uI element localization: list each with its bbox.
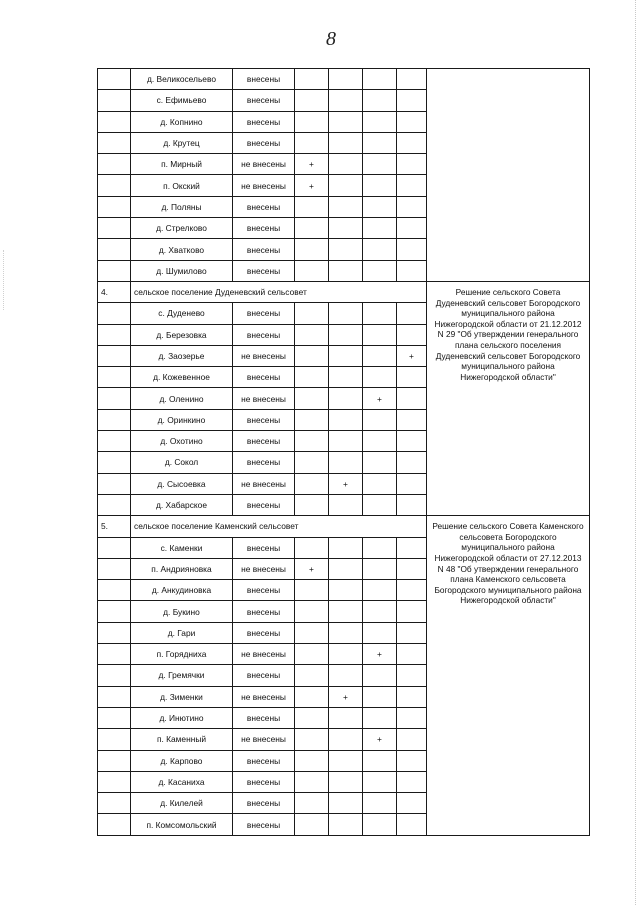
mark-cell xyxy=(329,132,363,153)
status-cell: внесены xyxy=(233,494,295,515)
mark-cell: + xyxy=(329,686,363,707)
village-name-cell: д. Кожевенное xyxy=(131,367,233,388)
mark-cell xyxy=(295,303,329,324)
status-cell: не внесены xyxy=(233,729,295,750)
village-name-cell: п. Комсомольский xyxy=(131,814,233,835)
row-number-cell xyxy=(98,69,131,90)
mark-cell xyxy=(295,239,329,260)
mark-cell xyxy=(295,324,329,345)
mark-cell xyxy=(295,452,329,473)
mark-cell xyxy=(397,218,427,239)
mark-cell xyxy=(363,750,397,771)
mark-cell xyxy=(397,814,427,835)
mark-cell xyxy=(295,814,329,835)
mark-cell xyxy=(295,707,329,728)
mark-cell xyxy=(329,431,363,452)
mark-cell xyxy=(397,324,427,345)
row-number-cell xyxy=(98,260,131,281)
mark-cell xyxy=(295,537,329,558)
status-cell: внесены xyxy=(233,239,295,260)
row-number-cell xyxy=(98,452,131,473)
mark-cell xyxy=(329,154,363,175)
row-number-cell xyxy=(98,303,131,324)
row-number-cell xyxy=(98,196,131,217)
settlements-table-body xyxy=(98,69,590,836)
status-cell: внесены xyxy=(233,814,295,835)
mark-cell xyxy=(363,367,397,388)
mark-cell xyxy=(329,345,363,366)
mark-cell xyxy=(397,558,427,579)
mark-cell xyxy=(329,452,363,473)
mark-cell xyxy=(363,239,397,260)
mark-cell xyxy=(329,260,363,281)
mark-cell xyxy=(397,367,427,388)
status-cell: не внесены xyxy=(233,686,295,707)
village-name-cell: с. Каменки xyxy=(131,537,233,558)
mark-cell xyxy=(295,111,329,132)
village-name-cell: д. Копнино xyxy=(131,111,233,132)
village-name-cell: д. Гари xyxy=(131,622,233,643)
mark-cell xyxy=(363,814,397,835)
row-number-cell xyxy=(98,644,131,665)
mark-cell xyxy=(397,494,427,515)
mark-cell xyxy=(329,90,363,111)
mark-cell xyxy=(397,196,427,217)
village-name-cell: п. Каменный xyxy=(131,729,233,750)
status-cell: внесены xyxy=(233,452,295,473)
mark-cell xyxy=(329,707,363,728)
mark-cell xyxy=(397,239,427,260)
row-number-cell xyxy=(98,345,131,366)
mark-cell xyxy=(397,175,427,196)
row-number-cell xyxy=(98,729,131,750)
mark-cell xyxy=(363,558,397,579)
status-cell: внесены xyxy=(233,90,295,111)
mark-cell xyxy=(397,473,427,494)
mark-cell xyxy=(363,132,397,153)
mark-cell xyxy=(329,814,363,835)
mark-cell xyxy=(295,260,329,281)
mark-cell xyxy=(363,409,397,430)
mark-cell xyxy=(397,537,427,558)
mark-cell xyxy=(329,218,363,239)
decision-text-cell: Решение сельского Совета Дуденевский сельсовет Богородского муниципального района Нижегородской области от 21.12.2012 N 29 "Об утверждении генерального плана сельского поселения Дуденевский сельсовет Богородского муниципального района Нижегородской области" xyxy=(427,281,590,515)
status-cell: внесены xyxy=(233,537,295,558)
village-name-cell: д. Охотино xyxy=(131,431,233,452)
mark-cell: + xyxy=(295,175,329,196)
row-number-cell xyxy=(98,814,131,835)
mark-cell xyxy=(363,175,397,196)
mark-cell xyxy=(329,665,363,686)
mark-cell xyxy=(363,431,397,452)
row-number-cell xyxy=(98,111,131,132)
mark-cell xyxy=(329,601,363,622)
status-cell: внесены xyxy=(233,665,295,686)
mark-cell xyxy=(363,260,397,281)
mark-cell xyxy=(363,473,397,494)
mark-cell xyxy=(295,345,329,366)
village-name-cell: п. Андрияновка xyxy=(131,558,233,579)
mark-cell xyxy=(329,409,363,430)
village-name-cell: д. Шумилово xyxy=(131,260,233,281)
mark-cell xyxy=(329,111,363,132)
row-number-cell xyxy=(98,494,131,515)
row-number-cell: 5. xyxy=(98,516,131,537)
mark-cell xyxy=(295,431,329,452)
mark-cell xyxy=(397,707,427,728)
village-name-cell: д. Килелей xyxy=(131,793,233,814)
decision-text-cell: Решение сельского Совета Каменского сельсовета Богородского муниципального района Нижегородской области от 27.12.2013 N 48 "Об утверждении генерального плана Каменского сельсовета Богородского муниципального района Нижегородской области" xyxy=(427,516,590,835)
settlements-table xyxy=(97,68,590,836)
row-number-cell xyxy=(98,537,131,558)
mark-cell xyxy=(397,729,427,750)
mark-cell xyxy=(295,601,329,622)
row-number-cell xyxy=(98,175,131,196)
mark-cell xyxy=(363,601,397,622)
status-cell: не внесены xyxy=(233,473,295,494)
mark-cell xyxy=(295,729,329,750)
status-cell: не внесены xyxy=(233,558,295,579)
village-name-cell: д. Поляны xyxy=(131,196,233,217)
village-name-cell: д. Оленино xyxy=(131,388,233,409)
scan-edge-left xyxy=(3,250,5,310)
mark-cell xyxy=(397,90,427,111)
row-number-cell xyxy=(98,473,131,494)
mark-cell xyxy=(295,473,329,494)
mark-cell xyxy=(363,69,397,90)
mark-cell xyxy=(295,218,329,239)
village-name-cell: д. Инютино xyxy=(131,707,233,728)
row-number-cell xyxy=(98,580,131,601)
status-cell: внесены xyxy=(233,750,295,771)
village-name-cell: д. Карпово xyxy=(131,750,233,771)
section-name-cell: сельское поселение Каменский сельсовет xyxy=(131,516,427,537)
status-cell: не внесены xyxy=(233,388,295,409)
mark-cell: + xyxy=(329,473,363,494)
row-number-cell xyxy=(98,388,131,409)
mark-cell xyxy=(295,665,329,686)
mark-cell: + xyxy=(397,345,427,366)
status-cell: внесены xyxy=(233,431,295,452)
mark-cell xyxy=(329,239,363,260)
status-cell: внесены xyxy=(233,601,295,622)
mark-cell xyxy=(295,771,329,792)
village-name-cell: с. Ефимьево xyxy=(131,90,233,111)
mark-cell xyxy=(397,601,427,622)
mark-cell xyxy=(363,90,397,111)
status-cell: внесены xyxy=(233,771,295,792)
village-name-cell: д. Оринкино xyxy=(131,409,233,430)
mark-cell xyxy=(363,324,397,345)
status-cell: внесены xyxy=(233,111,295,132)
mark-cell xyxy=(397,111,427,132)
mark-cell xyxy=(397,750,427,771)
mark-cell xyxy=(329,644,363,665)
status-cell: не внесены xyxy=(233,154,295,175)
mark-cell xyxy=(363,494,397,515)
mark-cell: + xyxy=(295,558,329,579)
section-row xyxy=(98,516,590,537)
status-cell: внесены xyxy=(233,409,295,430)
village-name-cell: д. Заозерье xyxy=(131,345,233,366)
village-name-cell: п. Окский xyxy=(131,175,233,196)
mark-cell xyxy=(397,154,427,175)
row-number-cell xyxy=(98,90,131,111)
mark-cell xyxy=(397,771,427,792)
mark-cell xyxy=(295,196,329,217)
mark-cell xyxy=(363,580,397,601)
mark-cell xyxy=(295,494,329,515)
status-cell: внесены xyxy=(233,367,295,388)
mark-cell xyxy=(397,665,427,686)
section-row xyxy=(98,281,590,302)
mark-cell xyxy=(329,303,363,324)
status-cell: внесены xyxy=(233,218,295,239)
mark-cell xyxy=(363,686,397,707)
mark-cell xyxy=(295,622,329,643)
row-number-cell: 4. xyxy=(98,281,131,302)
status-cell: внесены xyxy=(233,580,295,601)
status-cell: внесены xyxy=(233,132,295,153)
village-name-cell: д. Гремячки xyxy=(131,665,233,686)
mark-cell xyxy=(295,793,329,814)
mark-cell xyxy=(363,452,397,473)
mark-cell xyxy=(363,537,397,558)
village-name-cell: д. Крутец xyxy=(131,132,233,153)
mark-cell xyxy=(329,771,363,792)
mark-cell xyxy=(329,324,363,345)
mark-cell xyxy=(363,622,397,643)
status-cell: внесены xyxy=(233,622,295,643)
mark-cell xyxy=(363,303,397,324)
row-number-cell xyxy=(98,324,131,345)
mark-cell xyxy=(363,345,397,366)
row-number-cell xyxy=(98,218,131,239)
mark-cell xyxy=(397,132,427,153)
mark-cell xyxy=(295,409,329,430)
mark-cell xyxy=(295,90,329,111)
village-name-cell: п. Горядниха xyxy=(131,644,233,665)
row-number-cell xyxy=(98,622,131,643)
mark-cell xyxy=(397,644,427,665)
village-name-cell: д. Сысоевка xyxy=(131,473,233,494)
row-number-cell xyxy=(98,686,131,707)
mark-cell xyxy=(397,431,427,452)
mark-cell xyxy=(363,196,397,217)
mark-cell xyxy=(295,644,329,665)
row-number-cell xyxy=(98,793,131,814)
mark-cell xyxy=(329,580,363,601)
mark-cell: + xyxy=(363,388,397,409)
village-name-cell: д. Хабарское xyxy=(131,494,233,515)
mark-cell xyxy=(295,686,329,707)
status-cell: не внесены xyxy=(233,175,295,196)
row-number-cell xyxy=(98,431,131,452)
mark-cell xyxy=(295,132,329,153)
mark-cell xyxy=(397,409,427,430)
row-number-cell xyxy=(98,558,131,579)
village-name-cell: д. Хватково xyxy=(131,239,233,260)
row-number-cell xyxy=(98,154,131,175)
village-name-cell: д. Зименки xyxy=(131,686,233,707)
mark-cell xyxy=(397,793,427,814)
mark-cell xyxy=(329,622,363,643)
village-name-cell: п. Мирный xyxy=(131,154,233,175)
mark-cell xyxy=(329,388,363,409)
mark-cell xyxy=(397,69,427,90)
mark-cell: + xyxy=(363,644,397,665)
table-row xyxy=(98,69,590,90)
status-cell: не внесены xyxy=(233,644,295,665)
mark-cell xyxy=(397,388,427,409)
mark-cell xyxy=(329,537,363,558)
row-number-cell xyxy=(98,367,131,388)
scan-edge-right xyxy=(634,0,636,905)
mark-cell xyxy=(329,367,363,388)
mark-cell xyxy=(329,793,363,814)
mark-cell xyxy=(363,665,397,686)
status-cell: внесены xyxy=(233,707,295,728)
section-name-cell: сельское поселение Дуденевский сельсовет xyxy=(131,281,427,302)
village-name-cell: д. Сокол xyxy=(131,452,233,473)
mark-cell xyxy=(363,154,397,175)
row-number-cell xyxy=(98,239,131,260)
status-cell: внесены xyxy=(233,793,295,814)
village-name-cell: с. Дуденево xyxy=(131,303,233,324)
mark-cell xyxy=(397,303,427,324)
row-number-cell xyxy=(98,601,131,622)
status-cell: внесены xyxy=(233,196,295,217)
row-number-cell xyxy=(98,665,131,686)
mark-cell xyxy=(329,750,363,771)
mark-cell xyxy=(363,218,397,239)
mark-cell xyxy=(397,580,427,601)
mark-cell xyxy=(295,69,329,90)
village-name-cell: д. Касаниха xyxy=(131,771,233,792)
village-name-cell: д. Стрелково xyxy=(131,218,233,239)
mark-cell xyxy=(329,196,363,217)
mark-cell xyxy=(295,388,329,409)
status-cell: не внесены xyxy=(233,345,295,366)
village-name-cell: д. Великосельево xyxy=(131,69,233,90)
mark-cell xyxy=(295,367,329,388)
status-cell: внесены xyxy=(233,324,295,345)
mark-cell xyxy=(295,750,329,771)
status-cell: внесены xyxy=(233,303,295,324)
page-number: 8 xyxy=(326,28,336,50)
mark-cell xyxy=(397,260,427,281)
row-number-cell xyxy=(98,750,131,771)
mark-cell xyxy=(329,729,363,750)
mark-cell xyxy=(363,707,397,728)
mark-cell: + xyxy=(363,729,397,750)
mark-cell xyxy=(363,793,397,814)
status-cell: внесены xyxy=(233,69,295,90)
village-name-cell: д. Букино xyxy=(131,601,233,622)
mark-cell xyxy=(329,175,363,196)
mark-cell xyxy=(397,622,427,643)
village-name-cell: д. Березовка xyxy=(131,324,233,345)
mark-cell xyxy=(363,111,397,132)
mark-cell xyxy=(329,558,363,579)
mark-cell xyxy=(295,580,329,601)
mark-cell xyxy=(397,686,427,707)
status-cell: внесены xyxy=(233,260,295,281)
mark-cell: + xyxy=(295,154,329,175)
mark-cell xyxy=(329,494,363,515)
mark-cell xyxy=(329,69,363,90)
row-number-cell xyxy=(98,132,131,153)
row-number-cell xyxy=(98,409,131,430)
mark-cell xyxy=(397,452,427,473)
village-name-cell: д. Анкудиновка xyxy=(131,580,233,601)
row-number-cell xyxy=(98,707,131,728)
row-number-cell xyxy=(98,771,131,792)
decision-cell-empty xyxy=(427,69,590,282)
mark-cell xyxy=(363,771,397,792)
